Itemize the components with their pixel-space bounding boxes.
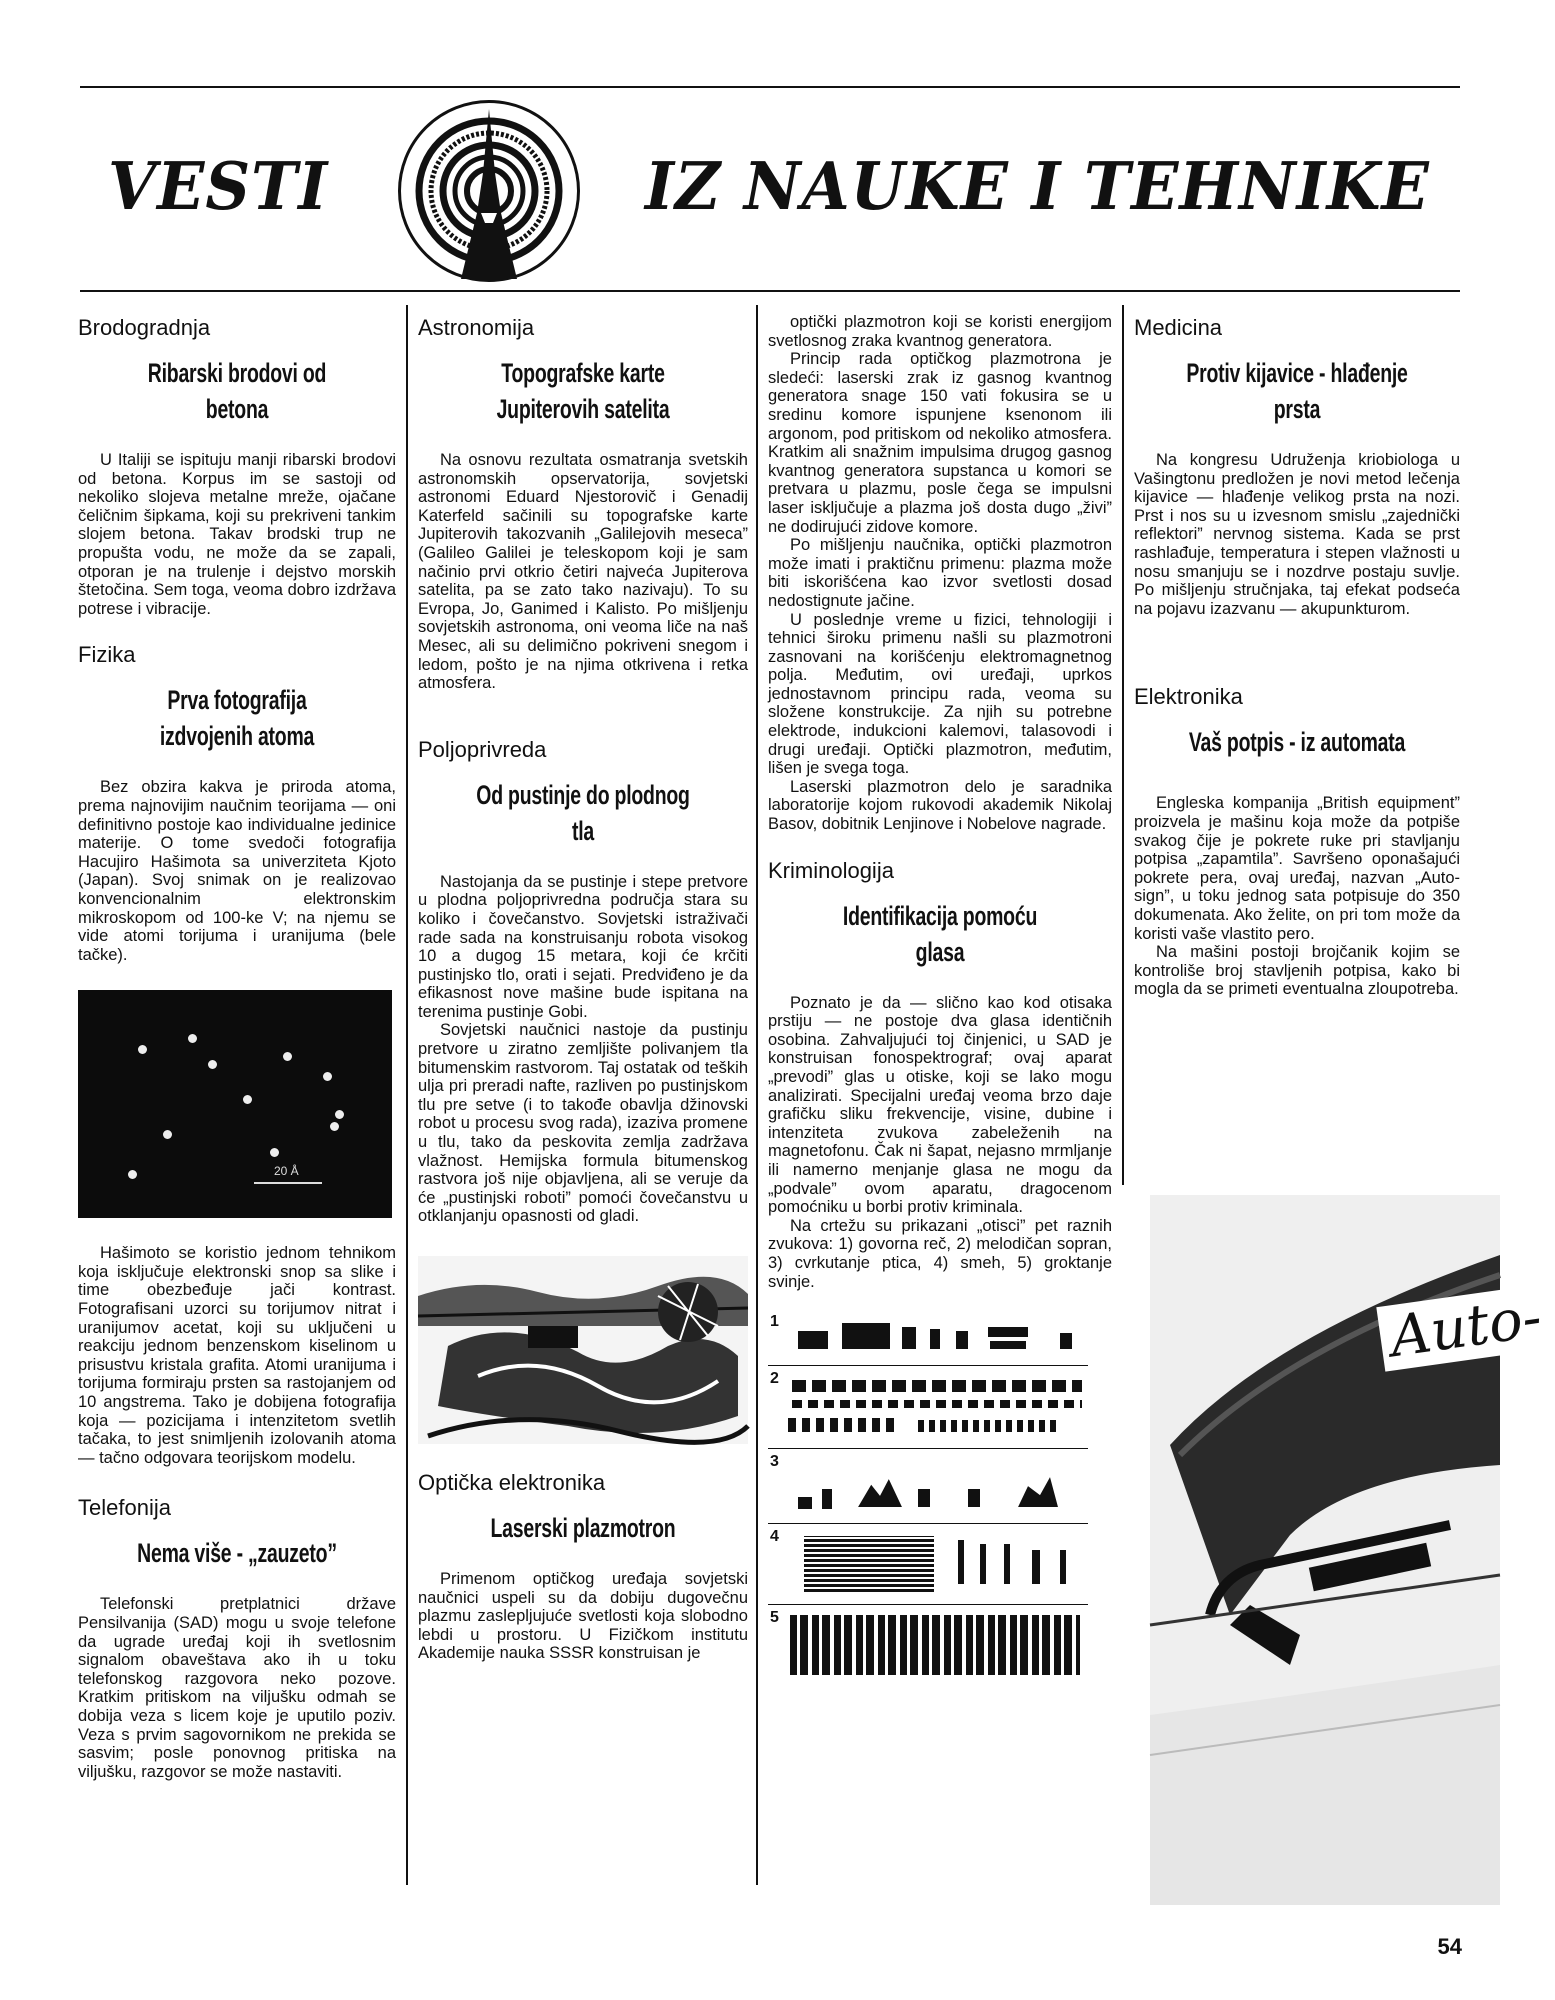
headline: Laserski plazmotron	[490, 1513, 676, 1543]
headline: Od pustinje do plodnog tla	[476, 779, 690, 846]
spectrogram-number: 3	[770, 1453, 779, 1471]
spectrogram-row	[768, 1309, 1088, 1366]
paragraph: Na crtežu su prikazani „otisci” pet raznih zvukova: 1) govorna reč, 2) melodičan sopran, 3) cvrkutanje ptica, 4) smeh, 5) groktanje svinje.	[768, 1216, 1112, 1291]
page-number: 54	[1437, 1934, 1462, 1959]
spectrogram-row	[768, 1524, 1088, 1605]
article-astronomija	[418, 315, 748, 693]
article-body	[418, 1570, 748, 1663]
article-body	[1134, 451, 1460, 618]
headline: Vaš potpis - iz automata	[1188, 727, 1406, 758]
article-body	[78, 1595, 396, 1781]
article-body	[1134, 794, 1460, 999]
column-1	[78, 305, 396, 1890]
article-brodogradnja	[78, 315, 396, 618]
paragraph: Na mašini postoji brojčanik kojim se kontroliše broj stavljenih potpisa, kako bi mogla da se primeti eventualna zloupotreba.	[1134, 943, 1460, 999]
section-label: Astronomija	[418, 315, 535, 340]
column-3	[768, 305, 1112, 1890]
headline: Nema više - „zauzeto”	[137, 1538, 337, 1569]
paragraph: Princip rada optičkog plazmotrona je sledeći: laserski zrak iz gasnog kvantnog generatora snage 150 vati fokusira se u sredinu komore ispunjene ksenonom ili argonom, pod pritiskom od nekoliko atmosfera. Kratkim ali snažnim impulsima drugog gasnog kvantnog generatora supstanca u komori se pretvara u plazmu, posle čega se impulsni laser isključuje a plazma još dosta dugo „živi” ne dodirujući zidove komore.	[768, 350, 1112, 536]
column-rule	[756, 305, 758, 1885]
scale-label: 20 Å	[274, 1164, 299, 1179]
paragraph: Po mišljenju naučnika, optički plazmotron može imati i praktičnu primenu: plazma može biti iskorišćena kao izvor svetlosti dosad nedostignute jačine.	[768, 536, 1112, 610]
scale-bar	[254, 1182, 322, 1184]
article-body	[768, 313, 1112, 834]
masthead-logo	[398, 100, 580, 282]
paragraph: U poslednje vreme u fizici, tehnologiji i tehnici široku primenu našli su plazmotroni zasnovani na korišćenju elektromagnetnog polja. Međutim, ovi uređaji, uprkos jednostavnom principu rada, veoma su složene konstrukcije. Za njih su potrebne elektrode, indukcioni kalemovi, talasovodi i drugi uređaji. Optički plazmotron, međutim, lišen je svega toga.	[768, 610, 1112, 778]
paragraph: U Italiji se ispituju manji ribarski brodovi od betona. Korpus im se sastoji od nekoliko slojeva metalne mreže, ojačane čeličnim šipkama, koji su prekriveni tankim slojem betona. Takav brodski trup ne propušta vodu, ne može da se zapali, otporan je na trulenje i dejstvo morskih štetočina. Sem toga, veoma dobro izdržava potrese i vibracije.	[78, 451, 396, 618]
paragraph: Poznato je da — slično kao kod otisaka prstiju — ne postoje dva glasa identičnih osobina. Zahvaljujući toj činjenici, u SAD je konstruisan fonospektrograf; ovaj aparat „prevodi” glas u otiske, koji se lako mogu analizirati. Specijalni uređaj veoma brzo daje grafičku sliku frekvencije, visine, dubine i intenziteta zvukova zabeleženih na magnetofonu. Čak ni šapat, nejasno mrmljanje ili namerno menjanje glasa ne mogu da „podvale” ovom aparatu, dragocenom pomoćniku u borbi protiv kriminala.	[768, 993, 1112, 1217]
section-label: Brodogradnja	[78, 315, 211, 340]
article-plazmotron-continued	[768, 313, 1112, 834]
paragraph: Nastojanja da se pustinje i stepe pretvore u plodna poljoprivredna područja stara su koliko i čovečanstvo. Sovjetski istraživači rade sada na konstruisanju robota visokog 10 a dugog 15 metara, koji će krčiti pustinjsko tlo, orati i sejati. Predviđeno je da efikasnost nove mašine bude ispitana na terenima pustinje Gobi.	[418, 872, 748, 1021]
article-opticka-elektronika	[418, 1470, 748, 1663]
paragraph: Hašimoto se koristio jednom tehnikom koja isključuje elektronski snop sa slike i time obezbeđuje jači kontrast. Fotografisani uzorci su torijumov nitrat i uranijumov acetat, koji su uključeni u reakciju jednom benzenskom kiselinom u prisustvu kristala grafita. Atomi uranijuma i torijuma formiraju prsten sa rastojanjem od 10 angstrema. Tako je dobijena fotografija koja — pozicijama i intenzitetom svetlih tačaka, to jest snimljenih izolovanih atoma — tačno odgovara teorijskom modelu.	[78, 1244, 396, 1467]
headline: Protiv kijavice - hlađenje prsta	[1186, 358, 1408, 424]
article-body	[78, 1244, 396, 1467]
spectrogram-figure	[768, 1309, 1088, 1685]
paragraph: Laserski plazmotron delo je saradnika laboratorije kojom rukovodi akademik Nikolaj Basov, dobitnik Lenjinove i Nobelove nagrade.	[768, 777, 1112, 834]
atoms-photo	[78, 990, 392, 1218]
masthead-bottom-rule	[80, 290, 1460, 292]
paragraph: Primenom optičkog uređaja sovjetski naučnici uspeli su da dobiju dugovečnu plazmu zaslepljujuće svetlosti koja slobodno lebdi u prostoru. U Fizičkom institutu Akademije nauka SSSR konstruisan je	[418, 1570, 748, 1663]
spectrogram-number: 5	[770, 1609, 779, 1627]
section-label: Telefonija	[78, 1495, 171, 1521]
spectrogram-number: 2	[770, 1370, 779, 1388]
auto-sign-machine-photo	[1150, 1195, 1546, 1905]
masthead-iz-nauke: IZ NAUKE I TEHNIKE	[645, 148, 1430, 225]
article-poljoprivreda	[418, 737, 748, 1444]
headline: Prva fotografija izdvojenih atoma	[159, 685, 315, 752]
machine-label: Auto-	[1376, 1283, 1555, 1371]
section-label: Medicina	[1134, 315, 1223, 340]
spectrogram-number: 1	[770, 1313, 779, 1331]
spectrogram-row	[768, 1366, 1088, 1449]
robot-illustration	[418, 1256, 748, 1444]
paragraph: optički plazmotron koji se koristi energijom svetlosnog zraka kvantnog generatora.	[768, 313, 1112, 350]
paragraph: Na osnovu rezultata osmatranja svetskih astronomskih opservatorija, sovjetski astronomi Eduard Njestorovič i Genadij Katerfeld sačinili su topografske karte Jupiterovih takozvanih „Galilejovih meseca” (Galileo Galilei je teleskopom koji je sam načinio prvi otkrio četiri najveća Jupiterova satelita, pa se zato tako nazivaju). To su Evropa, Jo, Ganimed i Kalisto. Po mišljenju sovjetskih astronoma, oni veoma liče na naš Mesec, ali su delimično pokriveni snegom i ledom, pošto je na njima otkrivena i retka atmosfera.	[418, 451, 748, 693]
section-label: Poljoprivreda	[418, 736, 547, 762]
article-body	[418, 873, 748, 1226]
article-elektronika	[1134, 684, 1460, 999]
article-body	[78, 451, 396, 618]
article-fizika	[78, 642, 396, 1467]
column-rule	[1122, 305, 1124, 1185]
section-label: Kriminologija	[768, 857, 894, 883]
masthead-vesti: VESTI	[108, 148, 329, 225]
section-label: Elektronika	[1134, 684, 1243, 710]
headline: Ribarski brodovi od betona	[147, 358, 327, 424]
column-2	[418, 305, 748, 1890]
spectrogram-row	[768, 1605, 1088, 1685]
article-medicina	[1134, 315, 1460, 618]
paragraph: Na kongresu Udruženja kriobiologa u Vašingtonu predložen je novi metod lečenja kijavice — hlađenje velikog prsta na nozi. Prst i nos su u izvesnom smislu „zajednički reflektori” nervnog sistema. Kada se prst rashlađuje, temperatura i stepen vlažnosti u nosu smanjuju se i nozdrve postaju suvlje. Po mišljenju stručnjaka, taj efekat podseća na pojavu izazvanu — akupunkturom.	[1134, 451, 1460, 618]
headline: Topografske karte Jupiterovih satelita	[496, 358, 670, 424]
article-body	[768, 994, 1112, 1292]
paragraph: Bez obzira kakva je priroda atoma, prema najnovijim naučnim teorijama — oni definitivno postoje kao individualne jedinice materije. O tome svedoči fotografija Hacujiro Hašimota sa univerziteta Kjoto (Japan). Svoj snimak on je realizovao konvencionalnim elektronskim mikroskopom od 100-ke V; na njemu se vide atomi torijuma i uranijuma (bele tačke).	[78, 778, 396, 964]
article-telefonija	[78, 1495, 396, 1781]
article-kriminologija	[768, 858, 1112, 1686]
top-rule	[80, 86, 1460, 88]
spectrogram-number: 4	[770, 1528, 779, 1546]
article-body	[418, 451, 748, 693]
section-label: Fizika	[78, 642, 136, 668]
column-rule	[406, 305, 408, 1885]
paragraph: Engleska kompanija „British equipment” proizvela je mašinu koja može da potpiše svakog čije je pokrete ruke pri stavljanju potpisa „zapamtila”. Savršeno oponašajući pokrete pera, ovaj uređaj, nazvan „Auto-sign”, u toku jednog sata potpisuje do 350 dokumenata. Ako želite, on pri tom može da koristi vaše vlastito pero.	[1134, 794, 1460, 943]
paragraph: Sovjetski naučnici nastoje da pustinju pretvore u ziratno zemljište polivanjem tla bitumenskim rastvorom. Taj ostatak od teških ulja pri preradi nafte, razliven po pustinjskom tlu pre setve (i to takođe obavlja džinovski robot u procesu svog rada), izaziva promene u tlu, tako da peskovita zemlja zadržava vlažnost. Hemijska formula bitumenskog rastvora još nije objavljena, ali se veruje da će „pustinjski roboti” pomoći čovečanstvu u otklanjanju opasnosti od gladi.	[418, 1021, 748, 1226]
section-label: Optička elektronika	[418, 1470, 606, 1495]
paragraph: Telefonski pretplatnici države Pensilvanija (SAD) mogu u svoje telefone da ugrade uređaj koji ih svetlosnim signalom obaveštava ako ih u toku telefonskog razgovora neko pozove. Kratkim pritiskom na viljušku odmah se dobija veza s licem koje je uputilo poziv. Veza s prvim sagovornikom ne prekida se sasvim; posle ponovnog pritiska na viljušku, razgovor se može nastaviti.	[78, 1595, 396, 1781]
spectrogram-row	[768, 1449, 1088, 1524]
headline: Identifikacija pomoću glasa	[842, 900, 1038, 967]
article-body	[78, 778, 396, 964]
